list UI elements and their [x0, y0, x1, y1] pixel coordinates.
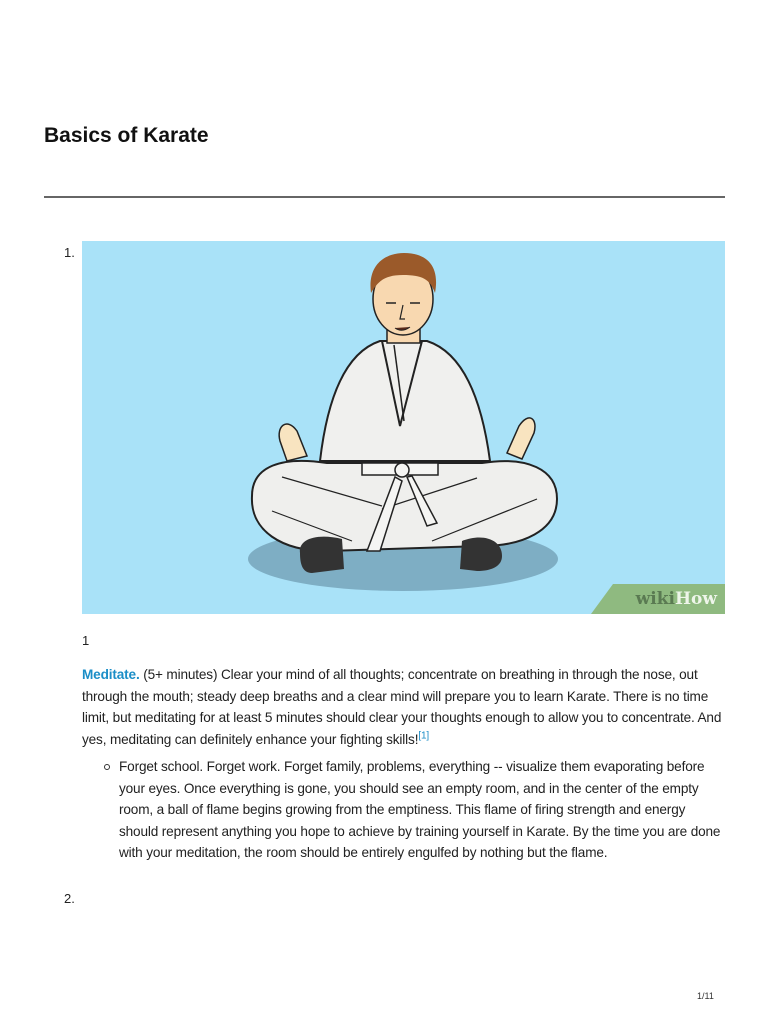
page-indicator: 1/11	[697, 991, 714, 1001]
watermark-how: How	[674, 589, 717, 609]
step-title: Meditate.	[82, 667, 140, 682]
citation-link[interactable]: [1]	[418, 730, 429, 742]
hollow-circle-bullet-icon	[104, 764, 110, 770]
watermark-wiki: wiki	[635, 589, 675, 609]
sub-list-item: Forget school. Forget work. Forget family, problems, everything -- visualize them evaporating before your eyes. Once everything is gone, you should see an empty room, and in the center of the empty room, a ball of flame begins growing from the emptiness. This flame of firing strength and energy should represent anything you hope to achieve by training yourself in Karate. By the time you are done with your meditation, the room should be entirely engulfed by nothing but the flame.	[102, 756, 722, 864]
step-1-sub-list	[102, 756, 722, 864]
step-number-2: 2.	[64, 891, 75, 906]
step-description: (5+ minutes) Clear your mind of all thoughts; concentrate on breathing in through the nose, out through the mouth; steady deep breaths and a clear mind will prepare you to learn Karate. There is no time limit, but meditating for at least 5 minutes should clear your thoughts enough to allow you to concentrate. And yes, meditating can definitely enhance your fighting skills!	[82, 667, 722, 747]
page-title: Basics of Karate	[44, 124, 209, 147]
step-number-1: 1.	[64, 245, 75, 260]
step-1-illustration	[82, 241, 725, 614]
step-1-text	[82, 664, 727, 750]
image-caption: 1	[82, 633, 90, 648]
title-divider	[44, 196, 725, 198]
meditating-karate-figure	[82, 241, 725, 614]
wikihow-watermark	[591, 584, 725, 614]
